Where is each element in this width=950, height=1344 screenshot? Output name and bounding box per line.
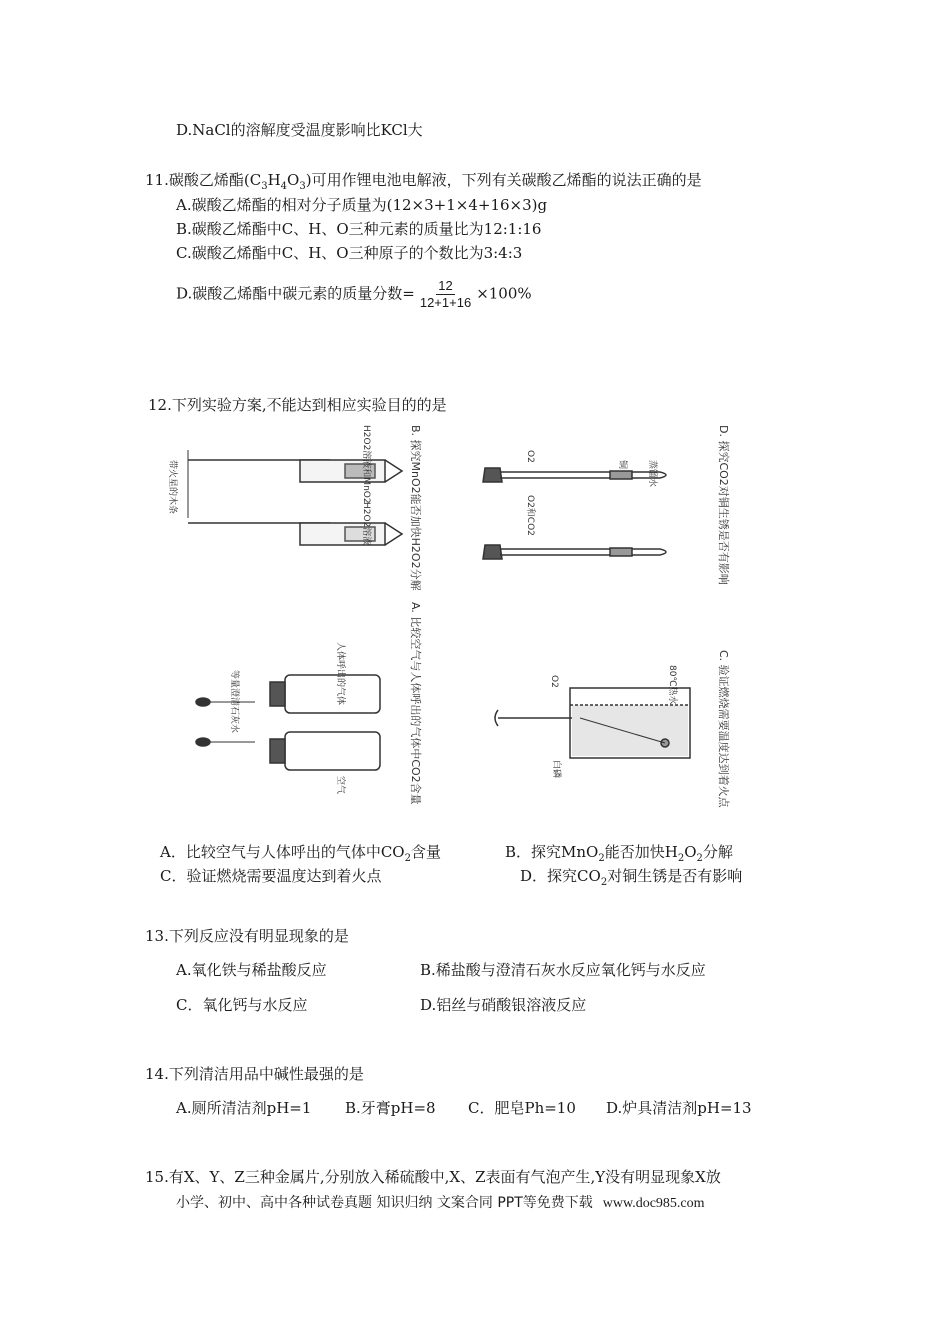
- q11-option-c: C.碳酸乙烯酯中C、H、O三种原子的个数比为3:4:3: [176, 244, 523, 262]
- q14-option-c: C．肥皂Ph=10: [468, 1099, 576, 1117]
- q12-option-b-text: B．探究MnO: [505, 843, 599, 861]
- q12-option-b-sub2: 2: [677, 853, 685, 864]
- q12-option-b-sub1: 2: [598, 853, 605, 864]
- footer-text: 小学、初中、高中各种试卷真题 知识归纳 文案合同 PPT等免费下载: [176, 1195, 593, 1211]
- q11-formula-h: H: [267, 171, 281, 189]
- experiment-d-apparatus: [483, 468, 666, 559]
- q12-stem: 12.下列实验方案,不能达到相应实验目的的是: [148, 396, 447, 414]
- a-label-exhaled: 人体呼出的气体: [335, 642, 345, 706]
- q12-option-b-mid: 能否加快H: [604, 843, 678, 861]
- c-label-hotwater: 80℃热水: [667, 665, 677, 705]
- q10-option-d: D.NaCl的溶解度受温度影响比KCl大: [176, 121, 423, 139]
- q11-stem-pre: 11.碳酸乙烯酯(C: [145, 171, 262, 189]
- mass-fraction-formula: [418, 278, 473, 311]
- q11-stem-post: )可用作锂电池电解液，下列有关碳酸乙烯酯的说法正确的是: [305, 171, 702, 189]
- a-label-limewater: 等量澄清石灰水: [229, 670, 239, 734]
- q13-stem: 13.下列反应没有明显现象的是: [145, 927, 349, 945]
- q12-option-d: [520, 866, 742, 893]
- b-label-h2o2-mno2: H2O2溶液和MnO2: [361, 425, 371, 504]
- q12-experiment-figure: [140, 420, 760, 815]
- q13-option-c: C．氧化钙与水反应: [176, 996, 308, 1014]
- a-label-air: 空气: [335, 776, 345, 795]
- a-caption: A. 比较空气与人体呼出的气体中CO2含量: [409, 602, 422, 805]
- b-label-splint: 带火星的木条: [167, 460, 177, 515]
- c-caption: C. 验证燃烧需要温度达到着火点: [717, 650, 730, 808]
- q13-option-d: D.铝丝与硝酸银溶液反应: [420, 996, 587, 1014]
- q12-option-a: [160, 842, 441, 869]
- q12-option-b: [505, 842, 733, 869]
- q12-option-a-text: A．比较空气与人体呼出的气体中CO: [160, 843, 405, 861]
- d-caption: D. 探究CO2对铜生锈是否有影响: [717, 425, 730, 585]
- q14-stem: 14.下列清洁用品中碱性最强的是: [145, 1065, 364, 1083]
- q11-formula-h-sub: 4: [280, 181, 288, 192]
- q12-option-a-post: 含量: [410, 843, 441, 861]
- d-label-water: 蒸馏水: [647, 460, 657, 488]
- q11-option-d-post: ×100%: [476, 284, 532, 303]
- q14-option-b: B.牙膏pH=8: [345, 1099, 436, 1117]
- page-footer: [176, 1192, 705, 1212]
- d-label-o2-co2: O2和CO2: [525, 495, 535, 536]
- q14-option-d: D.炉具清洁剂pH=13: [606, 1099, 752, 1117]
- d-label-o2: O2: [525, 450, 535, 463]
- q11-formula-c-sub: 3: [261, 181, 268, 192]
- fraction-denominator: 12+1+16: [419, 295, 472, 310]
- q12-option-b-mid2: O: [684, 843, 697, 861]
- footer-url[interactable]: www.doc985.com: [602, 1196, 705, 1211]
- c-label-phosphorus: 白磷: [551, 760, 561, 779]
- d-label-copper: 铜: [617, 460, 627, 470]
- q11-option-b: B.碳酸乙烯酯中C、H、O三种元素的质量比为12:1:16: [176, 220, 542, 238]
- q15-stem: 15.有X、Y、Z三种金属片,分别放入稀硫酸中,X、Z表面有气泡产生,Y没有明显现象X放: [145, 1168, 721, 1186]
- q13-option-b: B.稀盐酸与澄清石灰水反应氧化钙与水反应: [420, 961, 706, 979]
- b-label-h2o2: H2O2溶液: [361, 502, 371, 546]
- q12-option-b-post: 分解: [702, 843, 733, 861]
- q11-stem: [145, 170, 702, 197]
- c-label-o2: O2: [549, 675, 559, 688]
- q12-option-d-sub: 2: [600, 877, 608, 888]
- q12-option-a-sub: 2: [404, 853, 411, 864]
- q12-option-d-text: D．探究CO: [520, 867, 601, 885]
- q11-option-a: A.碳酸乙烯酯的相对分子质量为(12×3+1×4+16×3)g: [176, 196, 548, 214]
- q11-formula-o: O: [287, 171, 300, 189]
- q11-option-d: [176, 278, 532, 311]
- q13-option-a: A.氧化铁与稀盐酸反应: [176, 961, 327, 979]
- experiment-diagram: [140, 420, 760, 815]
- q12-option-b-sub3: 2: [696, 853, 703, 864]
- q14-option-a: A.厕所清洁剂pH=1: [176, 1099, 312, 1117]
- experiment-a-apparatus: [196, 675, 380, 770]
- b-caption: B. 探究MnO2能否加快H2O2分解: [409, 425, 422, 591]
- fraction-numerator: 12: [438, 278, 453, 293]
- experiment-c-apparatus: [495, 688, 690, 758]
- q11-option-d-pre: D.碳酸乙烯酯中碳元素的质量分数=: [176, 284, 415, 303]
- q11-formula-o-sub: 3: [299, 181, 306, 192]
- q12-option-c: C．验证燃烧需要温度达到着火点: [160, 867, 382, 885]
- q12-option-d-post: 对铜生锈是否有影响: [607, 867, 743, 885]
